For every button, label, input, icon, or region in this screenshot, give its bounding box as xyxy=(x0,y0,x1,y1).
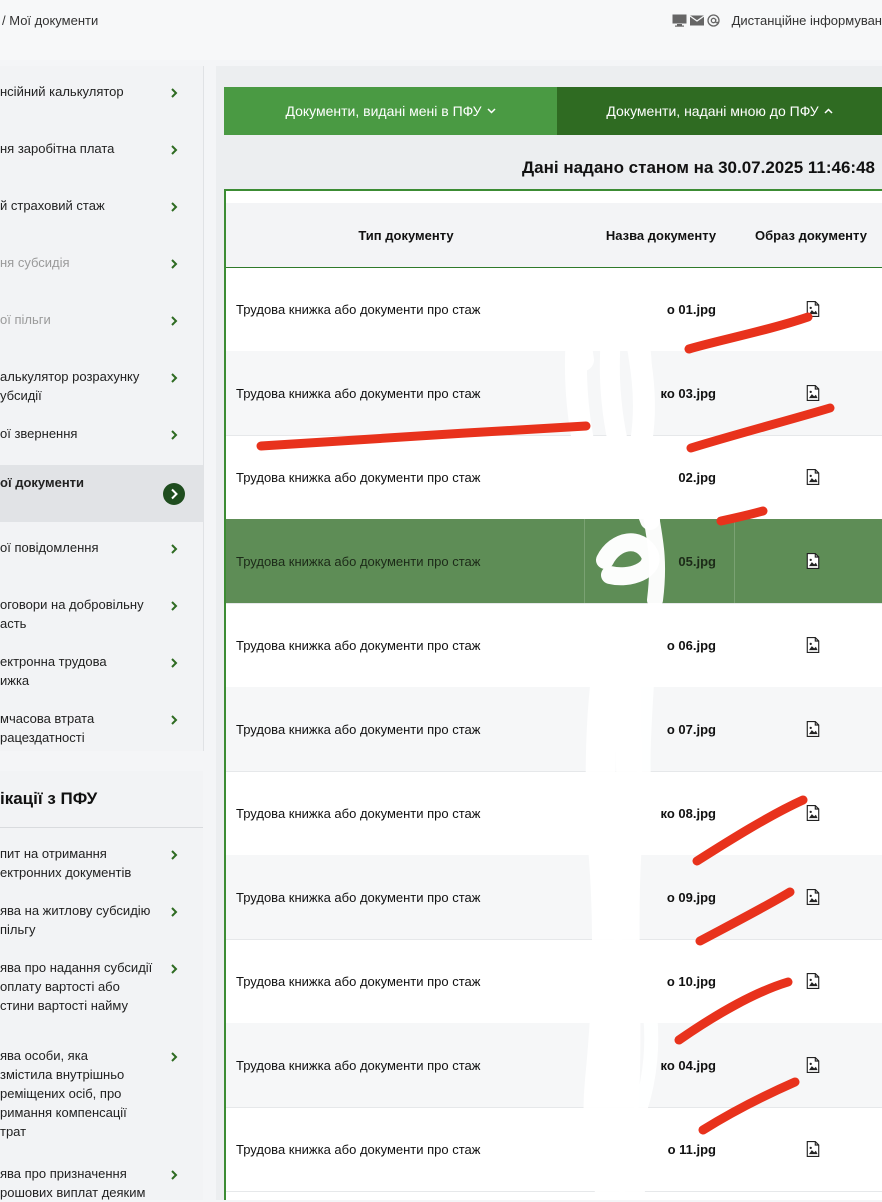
image-file-icon[interactable] xyxy=(806,1141,820,1157)
sidebar-item-label: мчасова втрата рацездатності xyxy=(0,711,95,745)
cell-document-name[interactable]: ко 04.jpg xyxy=(660,1057,716,1073)
table-row[interactable] xyxy=(226,855,882,940)
sidebar-item-label: ектронна трудова ижка xyxy=(0,654,107,688)
tab-label: Документи, видані мені в ПФУ xyxy=(285,103,482,119)
sidebar-item-8[interactable] xyxy=(0,530,203,587)
sidebar-item-4[interactable] xyxy=(0,302,203,359)
image-file-icon[interactable] xyxy=(806,1057,820,1073)
sidebar-item-label: ої звернення xyxy=(0,426,78,441)
chevron-right-icon xyxy=(169,1052,179,1062)
image-file-icon[interactable] xyxy=(806,805,820,821)
documents-table xyxy=(224,189,882,1200)
communication-item-label: ява про надання субсидії оплату вартості або стини вартості найму xyxy=(0,960,153,1013)
communication-item-4[interactable] xyxy=(0,1158,203,1202)
top-bar xyxy=(0,0,882,60)
communication-item-label: пит на отримання ектронних документів xyxy=(0,846,132,880)
sidebar-item-1[interactable] xyxy=(0,131,203,188)
cell-document-type: Трудова книжка або документи про стаж xyxy=(236,637,481,653)
column-header-type[interactable]: Тип документу xyxy=(358,227,454,243)
cell-document-name[interactable]: о 09.jpg xyxy=(666,889,716,905)
top-icons xyxy=(672,14,720,27)
sidebar-item-label: ої повідомлення xyxy=(0,540,99,555)
at-icon[interactable] xyxy=(707,14,720,27)
table-row[interactable] xyxy=(226,1107,882,1192)
cell-document-type: Трудова книжка або документи про стаж xyxy=(236,553,481,569)
table-row[interactable] xyxy=(226,267,882,352)
sidebar-item-label: нсійний калькулятор xyxy=(0,84,124,99)
chevron-right-icon xyxy=(169,202,179,212)
communication-item-0[interactable] xyxy=(0,838,203,882)
breadcrumb[interactable]: / Мої документи xyxy=(2,13,99,28)
monitor-icon[interactable] xyxy=(672,14,687,27)
sidebar-item-label: ня заробітна плата xyxy=(0,141,115,156)
cell-document-type: Трудова книжка або документи про стаж xyxy=(236,973,481,989)
chevron-up-icon xyxy=(824,108,833,114)
chevron-right-icon xyxy=(169,1170,179,1180)
sidebar-item-label: ня субсидія xyxy=(0,255,70,270)
cell-document-name[interactable]: 05.jpg xyxy=(678,553,716,569)
cell-document-name[interactable]: ко 08.jpg xyxy=(660,805,716,821)
cell-divider xyxy=(584,519,585,603)
cell-document-type: Трудова книжка або документи про стаж xyxy=(236,385,481,401)
chevron-right-circle-icon xyxy=(163,483,185,505)
chevron-right-icon xyxy=(169,850,179,860)
chevron-right-icon xyxy=(169,715,179,725)
top-right-area xyxy=(672,13,882,28)
sidebar-item-0[interactable] xyxy=(0,74,203,131)
sidebar-item-7[interactable] xyxy=(0,465,203,522)
sidebar-item-2[interactable] xyxy=(0,188,203,245)
communication-item-2[interactable] xyxy=(0,952,203,1015)
table-row[interactable] xyxy=(226,351,882,436)
chevron-right-icon xyxy=(169,88,179,98)
tab-submitted-documents[interactable] xyxy=(557,87,882,135)
remote-info-link[interactable]: Дистанційне інформуван xyxy=(731,13,882,28)
image-file-icon[interactable] xyxy=(806,469,820,485)
sidebar-item-label: алькулятор розрахунку убсидії xyxy=(0,369,140,403)
sidebar-section-heading: ікації з ПФУ xyxy=(0,789,98,808)
column-header-image[interactable]: Образ документу xyxy=(755,227,867,243)
cell-document-type: Трудова книжка або документи про стаж xyxy=(236,1141,481,1157)
cell-document-type: Трудова книжка або документи про стаж xyxy=(236,1057,481,1073)
sidebar-item-5[interactable] xyxy=(0,359,203,416)
chevron-right-icon xyxy=(169,964,179,974)
chevron-right-icon xyxy=(169,259,179,269)
sidebar-item-label: ої пільги xyxy=(0,312,51,327)
communication-item-label: ява на житлову субсидію пільгу xyxy=(0,903,151,937)
chevron-right-icon xyxy=(169,316,179,326)
divider xyxy=(0,827,203,828)
cell-document-type: Трудова книжка або документи про стаж xyxy=(236,301,481,317)
table-row[interactable] xyxy=(226,771,882,856)
image-file-icon[interactable] xyxy=(806,721,820,737)
image-file-icon[interactable] xyxy=(806,301,820,317)
table-row[interactable] xyxy=(226,1023,882,1108)
chevron-right-icon xyxy=(169,658,179,668)
communication-item-label: ява особи, яка змістила внутрішньо реміщених осіб, про римання компенсації трат xyxy=(0,1048,127,1139)
envelope-icon[interactable] xyxy=(690,15,704,26)
sidebar-item-3[interactable] xyxy=(0,245,203,302)
cell-document-type: Трудова книжка або документи про стаж xyxy=(236,469,481,485)
chevron-right-icon xyxy=(169,430,179,440)
cell-document-name[interactable]: о 07.jpg xyxy=(666,721,716,737)
table-row[interactable] xyxy=(226,939,882,1024)
chevron-down-icon xyxy=(487,108,496,114)
chevron-right-icon xyxy=(169,601,179,611)
communication-item-label: ява про призначення рошових виплат деяким xyxy=(0,1166,146,1200)
table-row[interactable] xyxy=(226,687,882,772)
tab-issued-documents[interactable] xyxy=(224,87,557,135)
cell-document-type: Трудова книжка або документи про стаж xyxy=(236,805,481,821)
cell-document-name[interactable]: 02.jpg xyxy=(678,469,716,485)
chevron-right-icon xyxy=(169,373,179,383)
table-row[interactable] xyxy=(226,519,882,604)
cell-document-name[interactable]: о 06.jpg xyxy=(666,637,716,653)
sidebar-item-9[interactable] xyxy=(0,587,203,644)
tab-label: Документи, надані мною до ПФУ xyxy=(606,103,819,119)
column-header-name[interactable]: Назва документу xyxy=(605,227,717,243)
sidebar-item-label: оговори на добровільну асть xyxy=(0,597,144,631)
sidebar-communications xyxy=(0,771,203,1200)
communication-item-1[interactable] xyxy=(0,895,203,939)
image-file-icon[interactable] xyxy=(806,889,820,905)
data-as-of-label: Дані надано станом на 30.07.2025 11:46:48 xyxy=(522,158,875,177)
table-header xyxy=(226,203,882,268)
sidebar-item-10[interactable] xyxy=(0,644,203,701)
cell-document-name[interactable]: о 01.jpg xyxy=(666,301,716,317)
cell-document-type: Трудова книжка або документи про стаж xyxy=(236,721,481,737)
cell-document-name[interactable]: о 11.jpg xyxy=(667,1141,716,1157)
chevron-right-icon xyxy=(169,907,179,917)
chevron-right-icon xyxy=(169,544,179,554)
table-row[interactable] xyxy=(226,603,882,688)
image-file-icon[interactable] xyxy=(806,553,820,569)
cell-divider xyxy=(734,519,735,603)
cell-document-name[interactable]: о 10.jpg xyxy=(666,973,716,989)
sidebar-item-6[interactable] xyxy=(0,416,203,465)
cell-document-type: Трудова книжка або документи про стаж xyxy=(236,889,481,905)
cell-document-name[interactable]: ко 03.jpg xyxy=(660,385,716,401)
table-row[interactable] xyxy=(226,435,882,520)
communication-item-3[interactable] xyxy=(0,1040,203,1141)
image-file-icon[interactable] xyxy=(806,637,820,653)
sidebar-item-label: ої документи xyxy=(0,475,85,490)
sidebar-item-label: й страховий стаж xyxy=(0,198,105,213)
sidebar-menu xyxy=(0,66,204,751)
image-file-icon[interactable] xyxy=(806,973,820,989)
chevron-right-icon xyxy=(169,145,179,155)
sidebar-item-11[interactable] xyxy=(0,701,203,751)
image-file-icon[interactable] xyxy=(806,385,820,401)
